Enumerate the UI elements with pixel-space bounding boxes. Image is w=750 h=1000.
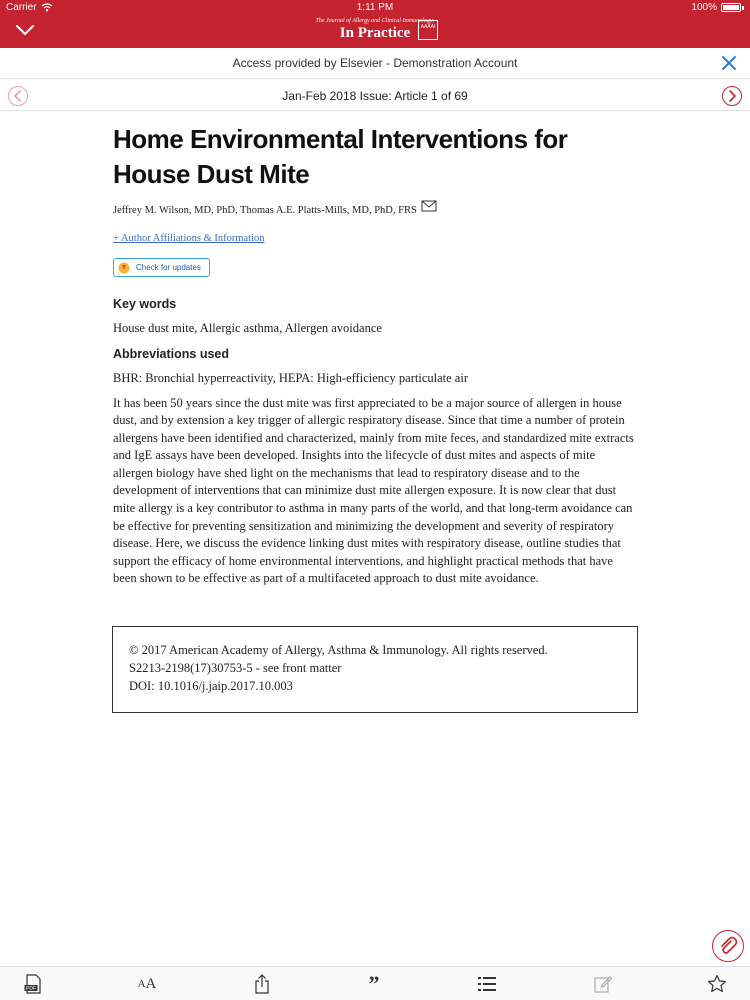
email-icon[interactable] xyxy=(421,200,437,212)
paperclip-icon xyxy=(713,931,743,961)
edit-note-icon xyxy=(593,974,613,994)
status-bar xyxy=(0,0,750,16)
keywords-heading: Key words xyxy=(113,296,177,311)
chevron-right-icon xyxy=(723,87,741,105)
pdf-button[interactable] xyxy=(22,973,44,995)
carrier-label: Carrier xyxy=(6,2,37,13)
pii-line: S2213-2198(17)30753-5 - see front matter xyxy=(129,661,342,675)
access-bar xyxy=(0,48,750,79)
society-logo xyxy=(418,20,438,40)
article xyxy=(113,122,638,588)
close-access-button[interactable] xyxy=(720,54,738,72)
copyright-line: © 2017 American Academy of Allergy, Asthma & Immunology. All rights reserved. xyxy=(129,643,548,657)
check-for-updates-button[interactable] xyxy=(113,258,210,277)
annotate-button[interactable] xyxy=(592,973,614,995)
next-article-button[interactable] xyxy=(722,86,742,106)
abstract-text: It has been 50 years since the dust mite was first appreciated to be a major source of allergen in house dust, and by extension a key trigger of allergic respiratory disease. Since that time a number of protein allergens have been identified and characterized, mainly from mite feces, and standardized mite extracts and IgE assays have been developed. Insights into the lifecycle of dust mites and aspects of mite allergen biology have shed light on the mechanisms that lead to respiratory disease and to the development of interventions that can minimize dust mite allergen exposure. It is now clear that dust mite allergy is a key contributor to asthma in many parts of the world, and that long-term avoidance can be effective for preventing sensitization and minimizing the development and severity of respiratory disease. Here, we discuss the evidence linking dust mites with respiratory disease, outline studies that support the efficacy of home environmental interventions, and highlight practical methods that have been shown to be effective as part of a multifaceted approach to dust mite avoidance. xyxy=(113,395,634,586)
copyright-box xyxy=(112,626,638,713)
font-size-button[interactable] xyxy=(136,973,158,995)
outline-button[interactable] xyxy=(476,973,498,995)
quote-icon: ” xyxy=(368,971,380,996)
battery-icon xyxy=(721,3,741,12)
access-text: Access provided by Elsevier - Demonstration Account xyxy=(232,56,518,70)
check-updates-label: Check for updates xyxy=(136,263,201,272)
battery-tip xyxy=(742,6,744,10)
article-title: Home Environmental Interventions for House Dust Mite xyxy=(113,124,568,189)
society-logo-text: AAAAI xyxy=(420,24,436,30)
journal-name: The Journal of Allergy and Clinical Immunology: xyxy=(315,18,435,24)
issue-nav xyxy=(0,80,750,111)
collapse-button[interactable] xyxy=(14,20,36,40)
bookmark-button[interactable] xyxy=(706,973,728,995)
author-list xyxy=(113,204,638,216)
issue-label: Jan-Feb 2018 Issue: Article 1 of 69 xyxy=(282,89,468,103)
keywords-text: House dust mite, Allergic asthma, Allergen avoidance xyxy=(113,320,382,335)
attachment-button[interactable] xyxy=(712,930,744,962)
pdf-icon-label: PDF xyxy=(26,986,36,992)
app-header xyxy=(0,0,750,48)
list-icon xyxy=(477,974,497,994)
share-icon xyxy=(253,974,271,994)
author-affiliations-link[interactable]: + Author Affiliations & Information xyxy=(113,233,265,244)
font-size-small-a: A xyxy=(137,978,146,990)
abbreviations-heading: Abbreviations used xyxy=(113,346,229,361)
close-icon xyxy=(720,54,738,72)
share-button[interactable] xyxy=(251,973,273,995)
battery-percent: 100% xyxy=(691,2,717,13)
chevron-down-icon xyxy=(14,20,36,40)
doi-line: DOI: 10.1016/j.jaip.2017.10.003 xyxy=(129,679,293,693)
abbreviations-text: BHR: Bronchial hyperreactivity, HEPA: High-efficiency particulate air xyxy=(113,370,468,385)
bottom-toolbar xyxy=(0,966,750,1000)
status-time: 1:11 PM xyxy=(356,2,394,13)
battery-group xyxy=(691,2,744,13)
authors-text: Jeffrey M. Wilson, MD, PhD, Thomas A.E. Platts-Mills, MD, PhD, FRS xyxy=(113,204,417,216)
crossmark-icon xyxy=(118,262,130,274)
star-icon xyxy=(707,974,727,994)
journal-title: In Practice xyxy=(339,25,411,41)
font-size-large-a: A xyxy=(145,975,157,992)
cite-button[interactable] xyxy=(363,973,385,995)
pdf-icon xyxy=(24,974,42,994)
